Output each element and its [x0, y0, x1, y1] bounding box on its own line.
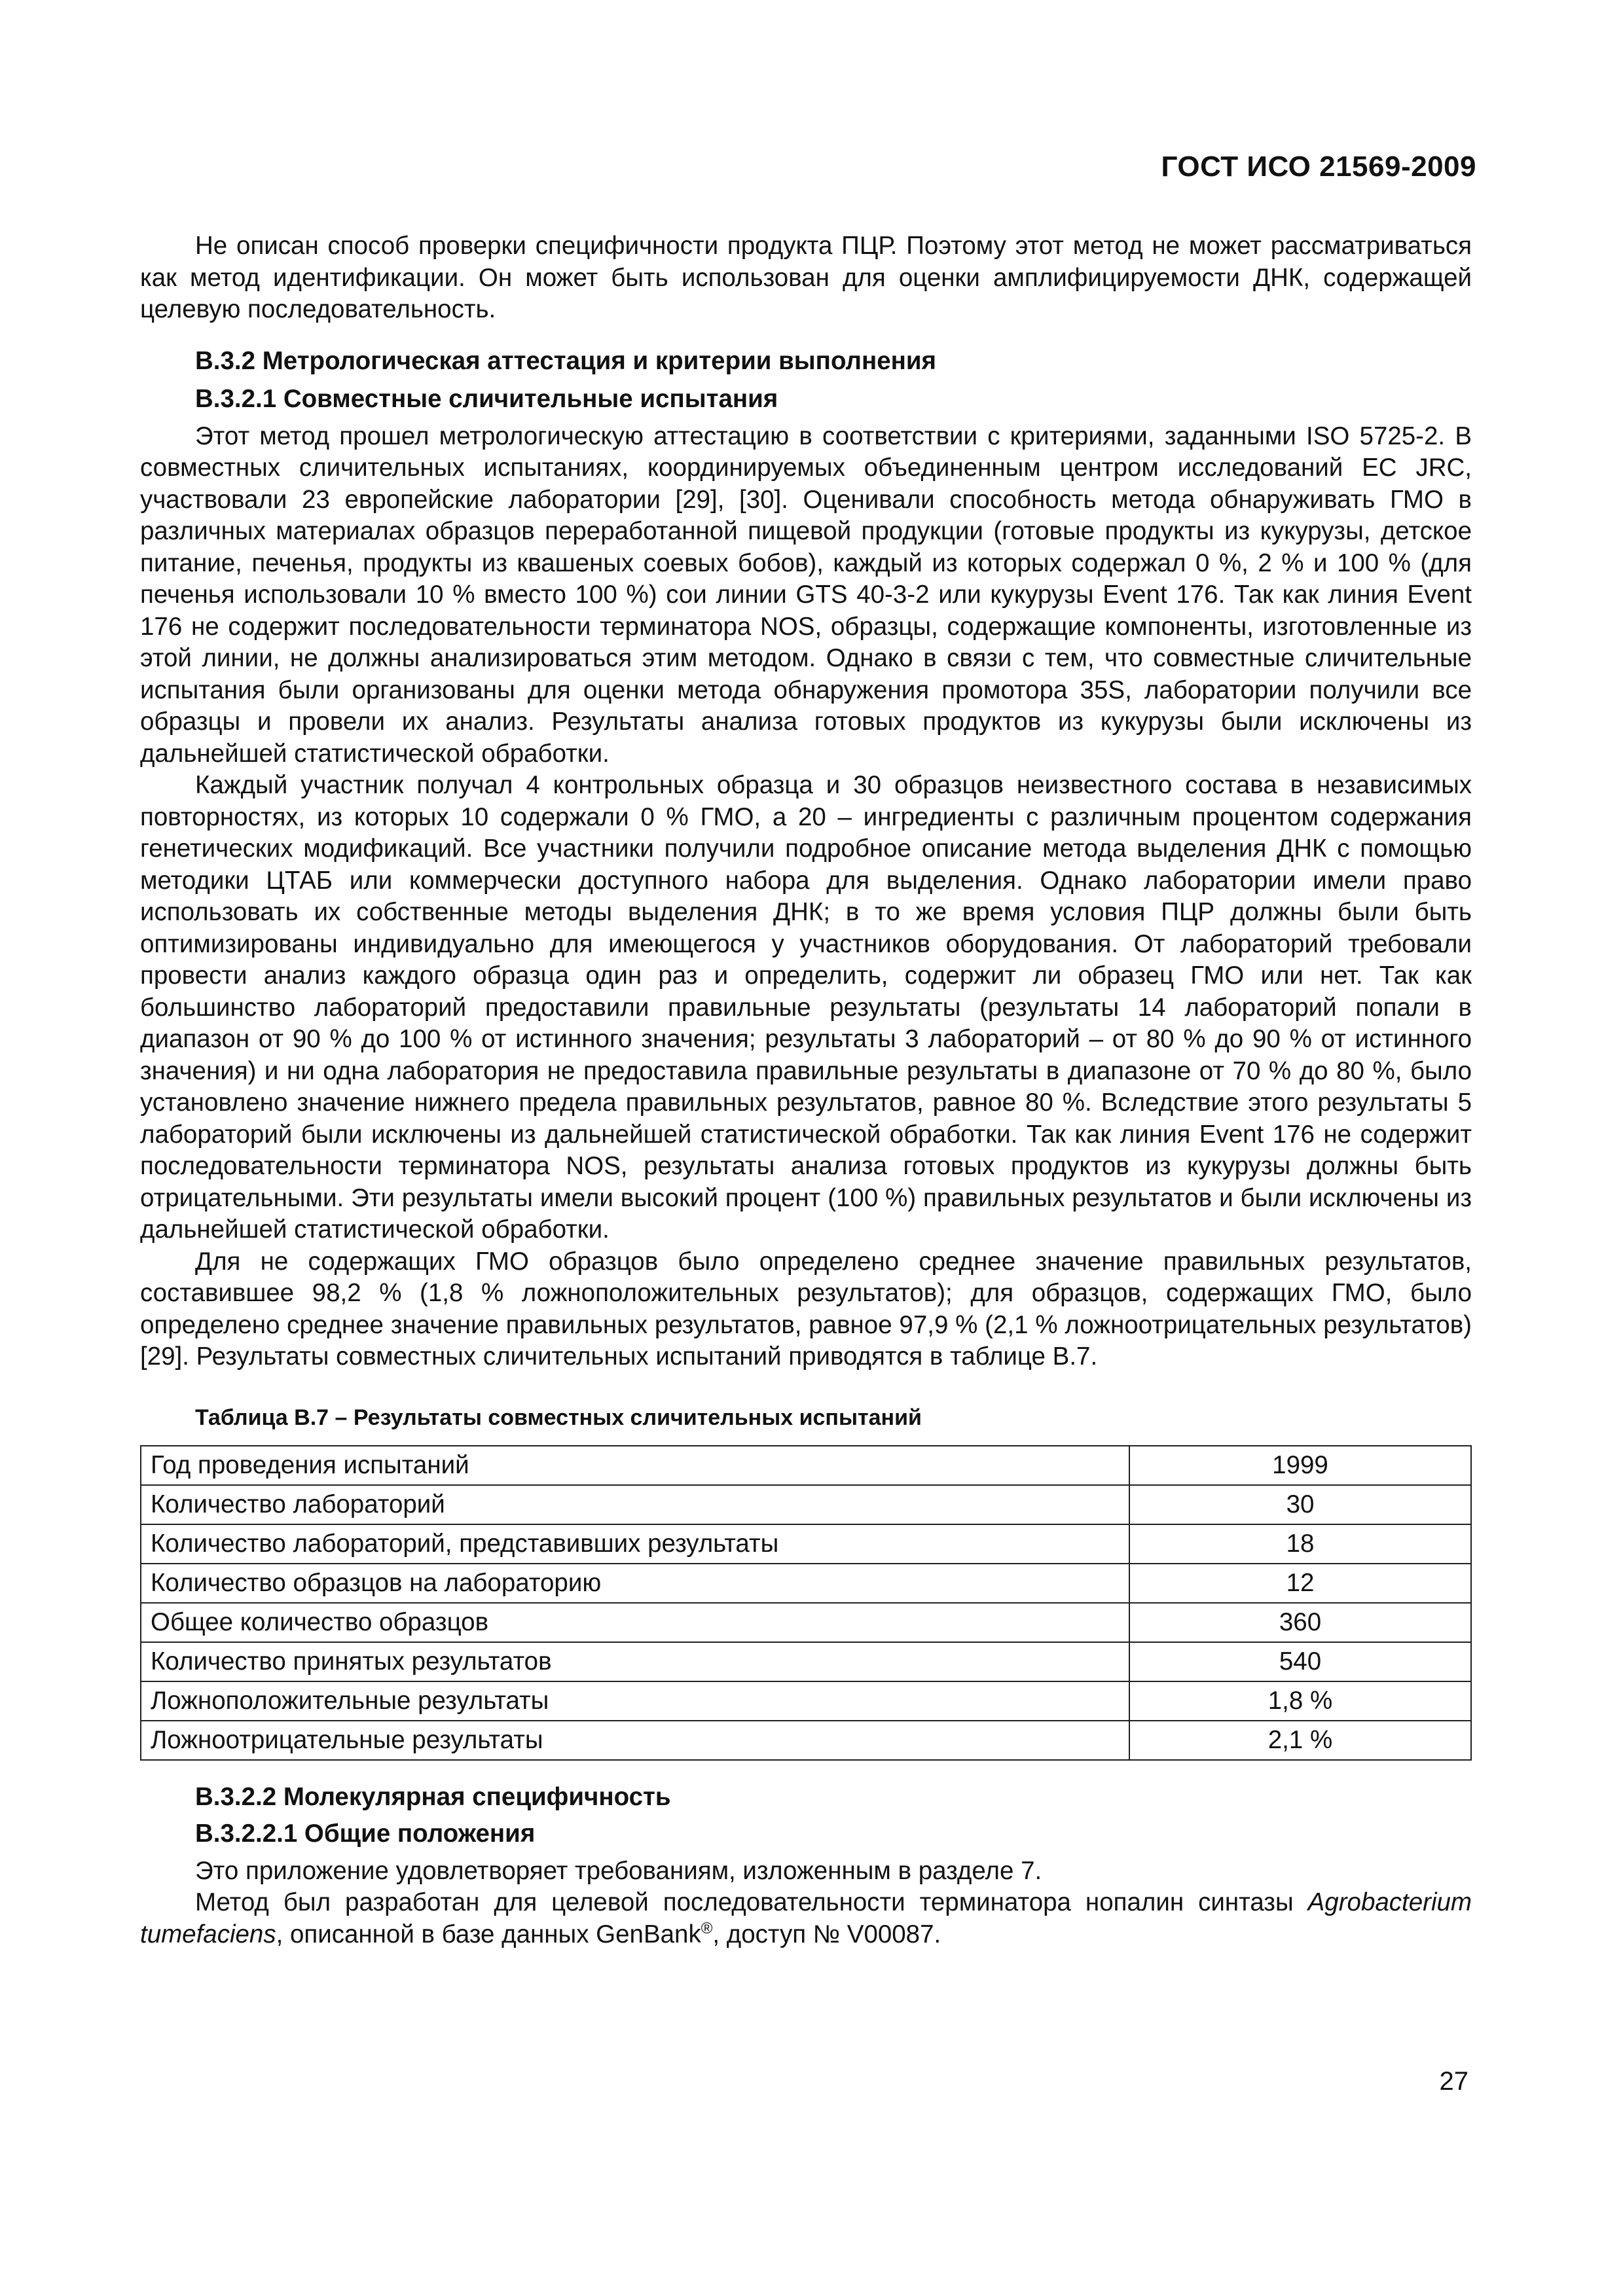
table-row [141, 1642, 1471, 1681]
table-cell-label: Количество образцов на лабораторию [141, 1564, 1129, 1603]
document-content [140, 230, 1472, 1950]
table-row [141, 1524, 1471, 1564]
table-row [141, 1446, 1471, 1485]
table-cell-label: Ложноположительные результаты [141, 1681, 1129, 1721]
table-row [141, 1564, 1471, 1603]
table-row [141, 1721, 1471, 1760]
results-table [140, 1445, 1472, 1761]
table-cell-label: Количество принятых результатов [141, 1642, 1129, 1681]
table-row [141, 1603, 1471, 1642]
table-cell-label: Количество лабораторий [141, 1485, 1129, 1524]
table-cell-label: Год проведения испытаний [141, 1446, 1129, 1485]
document-header: ГОСТ ИСО 21569-2009 [1161, 151, 1476, 183]
table-cell-label: Количество лабораторий, представивших результаты [141, 1524, 1129, 1564]
paragraph: Для не содержащих ГМО образцов было определено среднее значение правильных результатов, составившее 98,2 % (1,8 % ложноположительных результатов); для образцов, содержащих ГМО, было определено среднее значение правильных результатов, равное 97,9 % (2,1 % ложноотрицательных результатов) [29]. Результаты совместных сличительных испытаний приводятся в таблице В.7. [140, 1247, 1472, 1371]
table-cell-value: 540 [1129, 1642, 1471, 1681]
text-run: , описанной в базе данных GenBank [276, 1920, 701, 1948]
section-heading-b3221: В.3.2.2.1 Общие положения [195, 1820, 536, 1848]
text-run: Метод был разработан для целевой последовательности терминатора нопалин синтазы [195, 1888, 1308, 1916]
section-heading-b32: В.3.2 Метрологическая аттестация и критерии выполнения [195, 346, 937, 375]
table-cell-value: 12 [1129, 1564, 1471, 1603]
table-cell-value: 30 [1129, 1485, 1471, 1524]
paragraph [140, 1887, 1472, 1950]
paragraph: Этот метод прошел метрологическую аттестацию в соответствии с критериями, заданными ISO 5725-2. В совместных сличительных испытаниях, координируемых объединенным центром исследований EC JRC, участвовали 23 европейские лаборатории [29], [30]. Оценивали способность метода обнаруживать ГМО в различных материалах образцов переработанной пищевой продукции (готовые продукты из кукурузы, детское питание, печенья, продукты из квашеных соевых бобов), каждый из которых содержал 0 %, 2 % и 100 % (для печенья использовали 10 % вместо 100 %) сои линии GTS 40-3-2 или кукурузы Event 176. Так как линия Event 176 не содержит последовательности терминатора NOS, образцы, содержащие компоненты, изготовленные из этой линии, не должны анализироваться этим методом. Однако в связи с тем, что совместные сличительные испытания были организованы для оценки метода обнаружения промотора 35S, лаборатории получили все образцы и провели их анализ. Результаты анализа готовых продуктов из кукурузы были исключены из дальнейшей статистической обработки. [140, 422, 1472, 768]
table-cell-value: 2,1 % [1129, 1721, 1471, 1760]
intro-paragraph: Не описан способ проверки специфичности продукта ПЦР. Поэтому этот метод не может рассматриваться как метод идентификации. Он может быть использован для оценки амплифицируемости ДНК, содержащей целевую последовательность. [140, 232, 1472, 323]
table-cell-value: 1,8 % [1129, 1681, 1471, 1721]
table-cell-value: 18 [1129, 1524, 1471, 1564]
paragraph: Каждый участник получал 4 контрольных образца и 30 образцов неизвестного состава в независимых повторностях, из которых 10 содержали 0 % ГМО, а 20 – ингредиенты с различным процентом содержания генетических модификаций. Все участники получили подробное описание метода выделения ДНК с помощью методики ЦТАБ или коммерчески доступного набора для выделения. Однако лаборатории имели право использовать их собственные методы выделения ДНК; в то же время условия ПЦР должны были быть оптимизированы индивидуально для имеющегося у участников оборудования. От лабораторий требовали провести анализ каждого образца один раз и определить, содержит ли образец ГМО или нет. Так как большинство лабораторий предоставили правильные результаты (результаты 14 лабораторий попали в диапазон от 90 % до 100 % от истинного значения; результаты 3 лабораторий – от 80 % до 90 % от истинного значения) и ни одна лаборатория не предоставила правильные результаты в диапазоне от 70 % до 80 %, было установлено значение нижнего предела правильных результатов, равное 80 %. Вследствие этого результаты 5 лабораторий были исключены из дальнейшей статистической обработки. Так как линия Event 176 не содержит последовательности терминатора NOS, результаты анализа готовых продуктов из кукурузы должны быть отрицательными. Эти результаты имели высокий процент (100 %) правильных результатов и были исключены из дальнейшей статистической обработки. [140, 771, 1472, 1244]
page-number: 27 [1439, 2067, 1468, 2096]
registered-mark: ® [701, 1919, 713, 1937]
section-heading-b322: В.3.2.2 Молекулярная специфичность [195, 1782, 671, 1811]
table-row [141, 1485, 1471, 1524]
table-cell-value: 360 [1129, 1603, 1471, 1642]
table-title: Таблица В.7 – Результаты совместных сличительных испытаний [195, 1405, 922, 1430]
section-heading-b321: В.3.2.1 Совместные сличительные испытания [195, 385, 778, 413]
table-cell-label: Общее количество образцов [141, 1603, 1129, 1642]
species-name: Agrobacterium tumefaciens [140, 1888, 1472, 1948]
text-run: , доступ № V00087. [712, 1920, 941, 1948]
table-cell-label: Ложноотрицательные результаты [141, 1721, 1129, 1760]
table-row [141, 1681, 1471, 1721]
paragraph: Это приложение удовлетворяет требованиям, изложенным в разделе 7. [195, 1856, 1042, 1885]
table-cell-value: 1999 [1129, 1446, 1471, 1485]
